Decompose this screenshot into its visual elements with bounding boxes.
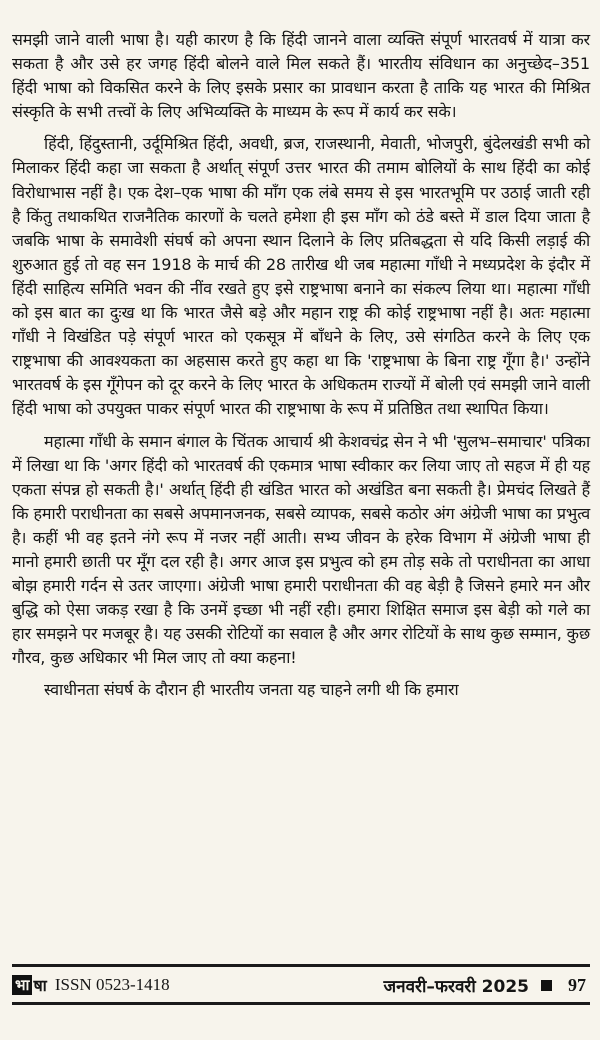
footer-rule-top [12,964,590,967]
page-number: 97 [568,974,586,995]
paragraph-3: महात्मा गाँधी के समान बंगाल के चिंतक आचार्य श्री केशवचंद्र सेन ने भी 'सुलभ–समाचार' पत्रिका में लिखा था कि 'अगर हिंदी को भारतवर्ष की एकमात्र भाषा स्वीकार कर लिया जाए तो सहज में ही यह एकता संपन्न हो सकती है।' अर्थात् हिंदी ही खंडित भारत को अखंडित बना सकती है। प्रेमचंद लिखते हैं कि हमारी पराधीनता का सबसे अपमानजनक, सबसे व्यापक, सबसे कठोर अंग अंग्रेजी भाषा का प्रभुत्व है। कहीं भी वह इतने नंगे रूप में नजर नहीं आती। सभ्य जीवन के हरेक विभाग में अंग्रेजी भाषा ही मानो हमारी छाती पर मूँग दल रही है। अगर आज इस प्रभुत्व को हम तोड़ सके तो पराधीनता का आधा बोझ हमारी गर्दन से उतर जाएगा। अंग्रेजी भाषा हमारी पराधीनता की वह बेड़ी है जिसने हमारे मन और बुद्धि को ऐसा जकड़ रखा है कि उनमें इच्छा भी नहीं रही। हमारा शिक्षित समाज इस बेड़ी को गले का हार समझने पर मजबूर है। यह उसकी रोटियों का सवाल है और अगर रोटियों के साथ कुछ सम्मान, कुछ गौरव, कुछ अधिकार भी मिल जाए तो क्या कहना! [12,431,590,668]
paragraph-1: समझी जाने वाली भाषा है। यही कारण है कि हिंदी जानने वाला व्यक्ति संपूर्ण भारतवर्ष में यात्रा कर सकता है और उसे हर जगह हिंदी बोलने वाले मिल सकते हैं। भारतीय संविधान का अनुच्छेद–351 हिंदी भाषा को विकसित करने के लिए इसके प्रसार का प्रावधान करता है ताकि यह भारत की मिश्रित संस्कृति के सभी तत्त्वों के लिए अभिव्यक्ति के माध्यम के रूप में कार्य कर सके। [12,30,590,122]
footer-rule-bottom [12,1002,590,1005]
paragraph-4: स्वाधीनता संघर्ष के दौरान ही भारतीय जनता यह चाहने लगी थी कि हमारा [44,680,459,700]
paragraph-2: हिंदी, हिंदुस्तानी, उर्दूमिश्रित हिंदी, अवधी, ब्रज, राजस्थानी, मेवाती, भोजपुरी, बुंदेलखंडी सभी को मिलाकर हिंदी कहा जा सकता है अर्थात् संपूर्ण उत्तर भारत की तमाम बोलियों के साथ हिंदी का कोई विरोधाभास नहीं है। एक देश–एक भाषा की माँग एक लंबे समय से इस भारतभूमि पर उठाई जाती रही है किंतु तथाकथित राजनैतिक कारणों के चलते हमेशा ही इस माँग को ठंडे बस्ते में डाल दिया जाता है जबकि भाषा के समावेशी संघर्ष को अपना स्थान दिलाने के लिए प्रतिबद्धता से यदि किसी लड़ाई की शुरुआत हुई तो वह सन 1918 के मार्च की 28 तारीख थी जब महात्मा गाँधी ने मध्यप्रदेश के इंदौर में हिंदी साहित्य समिति भवन की नींव रखते हुए इसे राष्ट्रभाषा बनाने का संकल्प लिया था। महात्मा गाँधी को इस बात का दुःख था कि भारत जैसे बड़े और महान राष्ट्र की कोई राष्ट्रभाषा नहीं है। अतः महात्मा गाँधी ने विखंडित पड़े संपूर्ण भारत को एकसूत्र में बाँधने के लिए, उसे संगठित करने के लिए एक राष्ट्रभाषा की आवश्यकता का अहसास करते हुए कहा था कि 'राष्ट्रभाषा के बिना राष्ट्र गूँगा है।' उन्होंने भारतवर्ष के इस गूँगेपन को दूर करने के लिए भारत के अधिकतम राज्यों में बोली एवं समझी जाने वाली हिंदी भाषा को उपयुक्त पाकर संपूर्ण भारत की राष्ट्रभाषा के रूप में प्रतिष्ठित तथा स्थापित किया। [12,134,590,419]
article-body [12,28,590,711]
issue-date: जनवरी–फरवरी 2025 [383,976,529,997]
issn-number: ISSN 0523-1418 [54,975,170,994]
square-bullet-icon [541,980,552,991]
logo-rest-text: षा [33,976,47,995]
page-footer [12,970,590,1000]
logo-box-text: भा [12,975,32,995]
bhasha-logo [12,973,47,997]
